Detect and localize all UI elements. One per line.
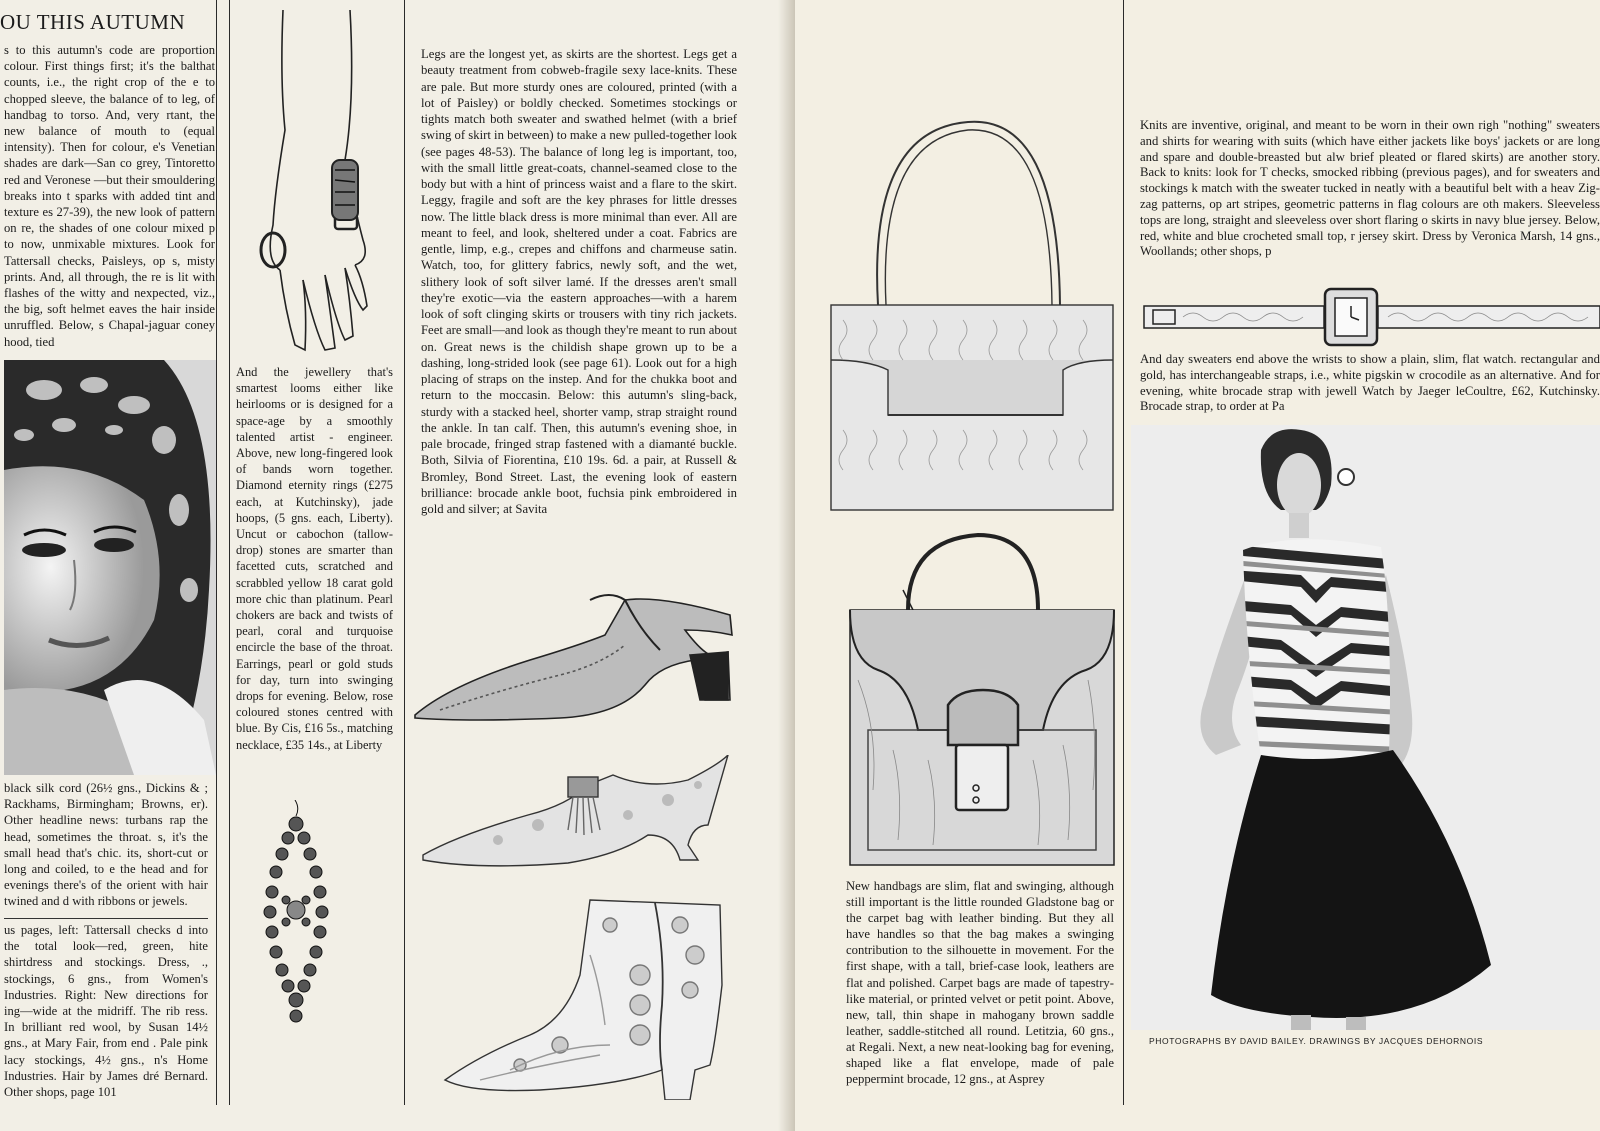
column-1-bottom-text-b: us pages, left: Tattersall checks d into the total look—red, green, hite shirtdress and stockings. Dress, ., stockings, 6 gns., from Women's Industries. Right: New directions for ing—wide at the midriff. The rib ress. In brilliant red wool, by Susan 14½ gns., at Mary Fair, from end . Pale pink lacy stockings, 4½ gns., n's Home Industries. Hair by James dré Bernard. Other shops, page 101 [4,923,208,1100]
ring-hand-drawing-icon [245,10,385,355]
portrait-photo [4,360,216,775]
page-headline: OU THIS AUTUMN [0,10,186,34]
column-rule [216,0,217,1105]
column-3-text: Legs are the longest yet, as skirts are the shortest. Legs get a beauty treatment from cobweb-fragile sexy lace-knits. These are pale. But more sturdy ones are coloured, printed (with a lot of Paisley) or boldly checked. Sometimes stockings or tights match both sweater and swathed helmet (with a brief swing of skirt in between) to make a new pulled-together look (see pages 48-53). The balance of long leg is important, too, with the small little great-coats, channel-seamed close to the body but with a hint of princess waist and a flare to the skirt. Leggy, fragile and soft are the key phrases for little dresses now. The little black dress is more minimal than ever. All are meant to feel, and look, sheltered under a coat. Fabrics are gentle, limp, e.g., crepes and chiffons and charmeuse satin. Watch, too, for glittery fabrics, newly soft, and the wet, slithery look of soft silver lamé. If the dresses aren't small they're exotic—via the eastern approaches—with a harem look of soft clinging skirts or trousers with tiny rich jackets. Feet are small—and look as though they're meant to run about on. Great news is the childish shape grown up to be a dashing, long-strided look (see page 61). Look out for a high placing of straps on the instep. And for the chukka boot and return to the moccasin. Below: this autumn's sling-back, sturdy with a stacked heel, shorter vamp, strap straight round the ankle. In tan calf. Then, this autumn's evening shoe, in pale brocade, fringed strap fastened with a diamanté buckle. Both, Silvia of Fiorentina, £10 19s. 6d. a pair, at Russell & Bromley, Bond Street. Last, the evening look of eastern brilliance: brocade ankle boot, fuchsia pink embroidered in gold and silver; at Savita [421,47,737,516]
column-rule [404,0,405,1105]
earring-drawing-icon [262,800,332,1035]
column-1-bottom-text-a: black silk cord (26½ gns., Dickins & ; Rackhams, Birmingham; Browns, er). Other headline news: turbans rap the head, sometimes the throat. s, it's the small head that's chic. its, short-cut or long and coiled, to e the head and for evenings there's of the orient with hair twined and d with ribbons or jewels. [4,781,208,909]
fashion-photo [1131,425,1600,1030]
column-4-text: New handbags are slim, flat and swinging, although still important is the little rounded Gladstone bag or the carpet bag with leather binding. But they all have handles so that the bag makes a swinging contribution to the silhouette in movement. For the first shape, with a tall, brief-case look, leathers are flat and polished. Carpet bags are made of tapestry-like material, or printed velvet or petit point. Above, new, tall, thin shape in mahogany brown saddle leather, saddle-stitched all round. Letitzia, 60 gns., at Regali. Next, a new neat-looking bag for evening, shaped like a flat envelope, made of pale peppermint brocade, 12 gns., at Asprey [846,879,1114,1087]
column-1-top-text: s to this autumn's code are proportion colour. First things first; it's the balthat counts, i.e., the right crop of the e to chopped sleeve, the balance of to leg, of handbag to torso. And, very rtant, the new balance of mouth to (equal intensity). Then for colour, e's Venetian shades are dark—San co grey, Tintoretto red and Veronese —but their smouldering breaks into t sparks with added tint and texture es 27-39), the new look of pattern on re, the shades of one colour mixed p to now, unmixable mixtures. Look for Tattersall checks, Paisleys, op s, misty prints. And, all through, the re is lit with flashes of the witty and nexpected, viz., the big, soft helmet eaves the hair inside unruffled. Below, s Chapal-jaguar coney hood, tied [4,43,215,349]
wristwatch-drawing-icon [1143,286,1600,348]
envelope-handbag-drawing-icon [828,120,1118,515]
ankle-boot-drawing-icon [440,895,730,1100]
column-rule [1123,0,1124,1105]
slingback-shoe-drawing-icon [410,590,740,730]
column-rule [229,0,230,1105]
column-5-mid-text: And day sweaters end above the wrists to show a plain, slim, flat watch. rectangular and gold, has interchangeable straps, i.e., white pigskin w crocodile as an alternative. And for evening, white brocade strap with jewell Watch by Jaeger leCoultre, £62, Kutchinsky. Brocade strap, to order at Pa [1140,352,1600,414]
left-page [0,0,795,1131]
evening-shoe-drawing-icon [418,755,738,875]
column-5-top-text: Knits are inventive, original, and meant to be worn in their own righ "nothing" sweaters and shirts for wearing with suits (which have either jackets like boys' jackets or are long and spare and double-breasted but alw brief pleated or flared skirts) are another story. Back to knits: look for T checks, smocked ribbing (previous pages), and for sweaters and stockings k match with the sweater tucked in neatly with a beautiful belt with a heav Zig-zag patterns, op art stripes, geometric patterns in flag colours are oth makers. Sleeveless tops are long, straight and sleeveless over short flaring o skirts in navy blue jersey. Below, red, white and blue crocheted small top, r jersey skirt. Dress by Veronica Marsh, 14 gns., Woollands; other shops, p [1140,118,1600,259]
right-page [795,0,1600,1131]
photo-credit: PHOTOGRAPHS BY DAVID BAILEY. DRAWINGS BY JACQUES DEHORNOIS [1149,1036,1484,1046]
column-2-text: And the jewellery that's smartest looms either like heirlooms or is designed for a space-age by a smoothly talented artist - engineer. Above, new long-fingered look of bands worn together. Diamond eternity rings (£275 each, at Kutchinsky), jade hoops, (5 gns. each, Liberty). Uncut or cabochon (tallow-drop) stones are smarter than facetted cuts, scratched and scrabbled yellow 18 carat gold more chic than platinum. Pearl chokers are back and twists of pearl, coral and turquoise encircle the base of the throat. Earrings, pearl or gold studs for day, turn into swinging drops for evening. Below, rose coloured stones centred with blue. By Cis, £16 5s., matching necklace, £35 14s., at Liberty [236,365,393,752]
column-1-divider [4,918,208,919]
briefcase-handbag-drawing-icon [848,530,1116,870]
